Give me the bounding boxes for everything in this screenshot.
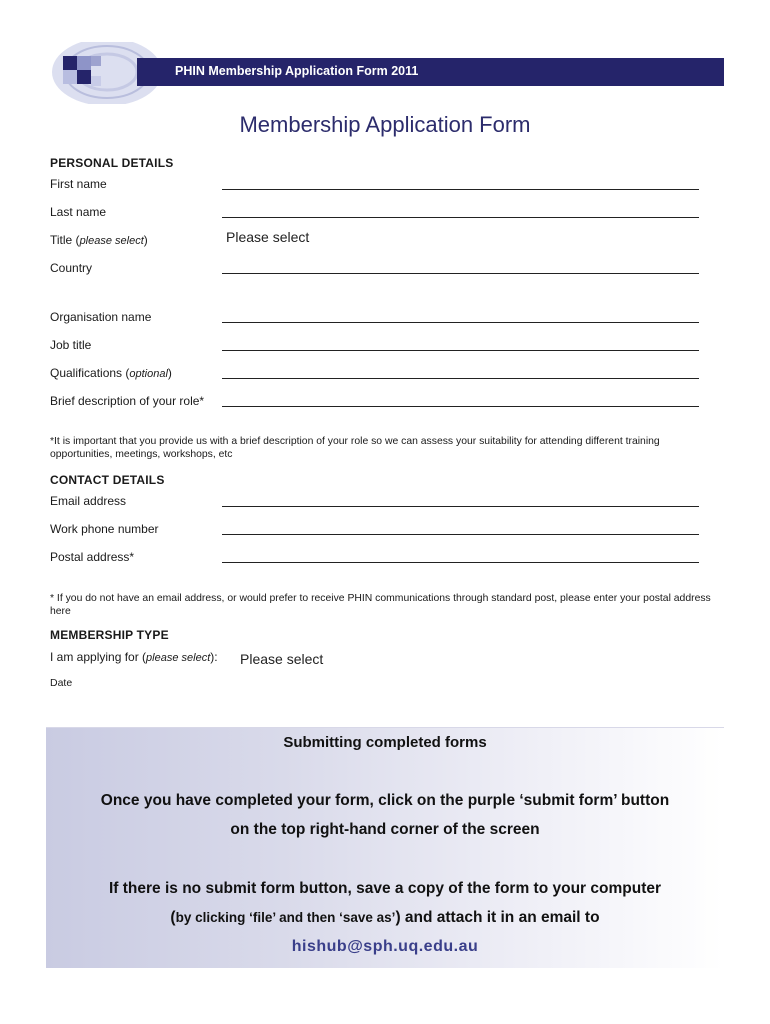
title-label [50,233,148,247]
submit-line-2: on the top right-hand corner of the screen [230,821,540,838]
applying-label [50,650,218,664]
contact-details-heading: CONTACT DETAILS [50,473,165,487]
last-name-label: Last name [50,205,107,219]
submit-heading: Submitting completed forms [283,734,487,751]
role-note: *It is important that you provide us with a brief description of your role so we can assess your suitability for attending different training opportunities, meetings, workshops, etc [50,436,660,460]
submit-line-4-hint: by clicking ‘file’ and then ‘save as’ [175,910,396,925]
role-field[interactable] [222,406,699,407]
page-title: Membership Application Form [239,112,531,137]
submit-instructions-box [46,727,724,968]
submit-email-link[interactable]: hishub@sph.uq.edu.au [291,938,479,955]
submit-line-4-rest: ) and attach it in an email to [395,909,600,926]
qualifications-field[interactable] [222,378,699,379]
personal-details-heading: PERSONAL DETAILS [50,156,174,170]
date-label: Date [50,677,73,689]
applying-label-text: I am applying for ( [50,650,147,664]
country-label: Country [50,261,93,275]
email-label: Email address [50,494,127,508]
job-title-label: Job title [50,338,92,352]
qualifications-label [50,366,172,380]
title-hint: please select [79,235,144,247]
submit-line-3: If there is no submit form button, save a copy of the form to your computer [108,880,662,897]
postal-label: Postal address* [50,550,135,564]
job-title-field[interactable] [222,350,699,351]
applying-label-close: ): [210,650,218,664]
first-name-label: First name [50,177,107,191]
submit-line-4-open: ( [170,909,176,926]
postal-note: * If you do not have an email address, or would prefer to receive PHIN communications through standard post, please enter your postal address here [50,593,711,617]
phone-field[interactable] [222,534,699,535]
applying-hint: please select [146,652,211,664]
header-band [47,42,724,104]
email-field[interactable] [222,506,699,507]
qualifications-label-text: Qualifications ( [50,366,130,380]
qualifications-label-close: ) [167,366,172,380]
postal-field[interactable] [222,562,699,563]
organisation-field[interactable] [222,322,699,323]
qualifications-hint: optional [129,368,168,380]
title-label-close: ) [143,233,148,247]
last-name-field[interactable] [222,217,699,218]
country-field[interactable] [222,273,699,274]
membership-select[interactable]: Please select [240,651,324,667]
first-name-field[interactable] [222,189,699,190]
membership-type-heading: MEMBERSHIP TYPE [50,628,169,642]
submit-line-1: Once you have completed your form, click on the purple ‘submit form’ button [100,792,670,809]
header-bar-title: PHIN Membership Application Form 2011 [175,64,419,78]
submit-line-4 [46,909,724,927]
header-title-bar [137,58,724,86]
phone-label: Work phone number [50,522,159,536]
title-select[interactable]: Please select [226,229,310,245]
role-label: Brief description of your role* [50,394,205,408]
organisation-label: Organisation name [50,310,152,324]
title-label-text: Title ( [50,233,80,247]
